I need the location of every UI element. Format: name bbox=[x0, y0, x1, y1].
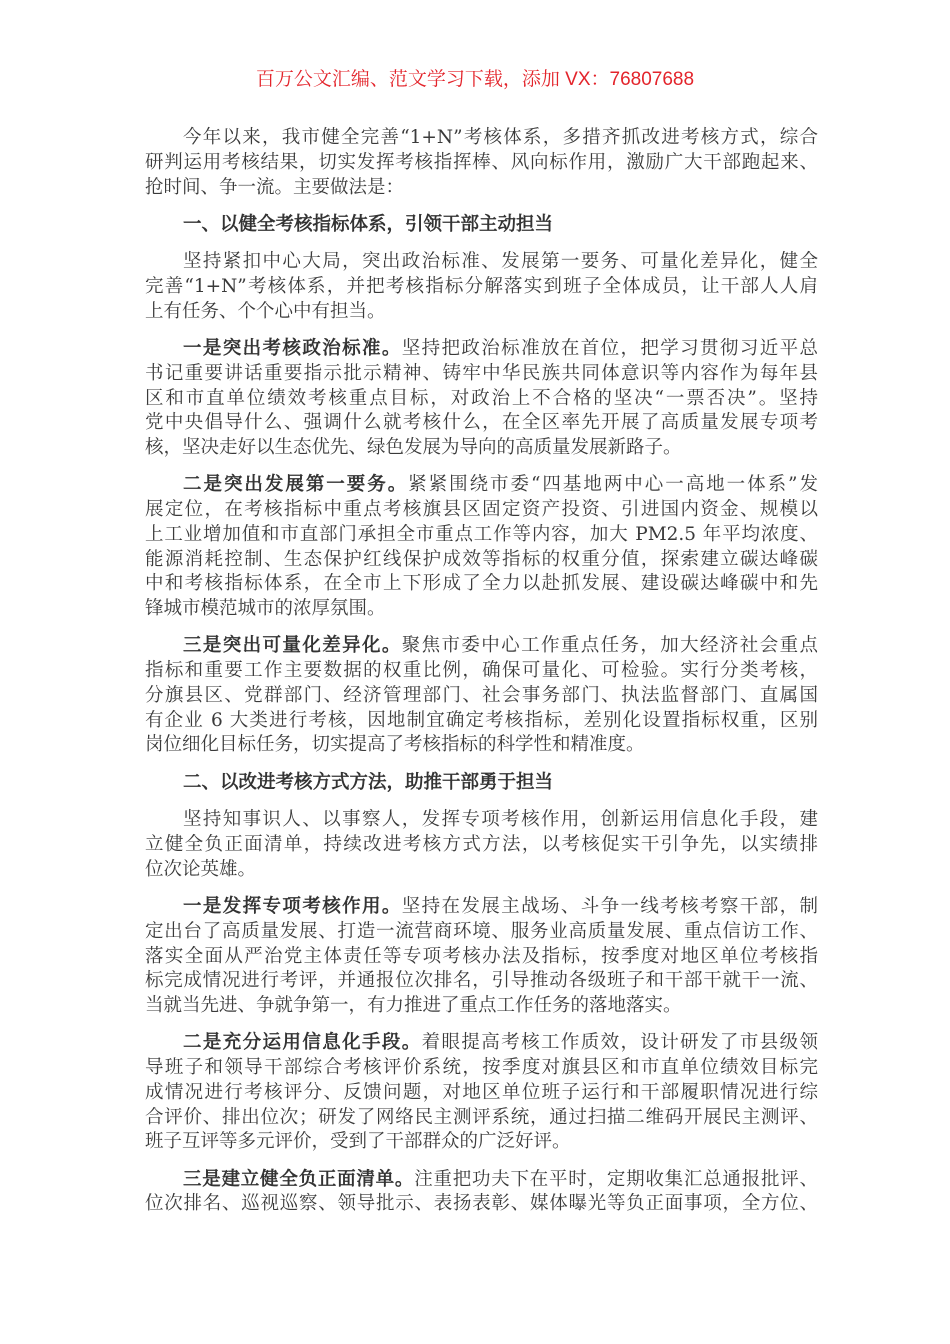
line-text: 区和市直单位绩效考核重点目标，对政治上不合格的坚决“一票否决”。坚持 bbox=[145, 387, 818, 409]
paragraph bbox=[145, 1031, 818, 1155]
text-line bbox=[145, 213, 818, 238]
paragraph bbox=[145, 250, 818, 324]
text-line bbox=[145, 176, 818, 201]
line-text: 立健全负正面清单，持续改进考核方式方法，以考核促实干引争先，以实绩排 bbox=[145, 833, 818, 855]
line-text: 展定位，在考核指标中重点考核旗县区固定资产投资、引进国内资金、规模以 bbox=[145, 499, 818, 521]
line-text: 当就当先进、争就争第一，有力推进了重点工作任务的落地落实。 bbox=[145, 995, 682, 1016]
text-line bbox=[145, 1168, 818, 1193]
text-line bbox=[145, 808, 818, 833]
line-text: 位次排名、巡视巡察、领导批示、表扬表彰、媒体曝光等负正面事项，全方位、 bbox=[145, 1193, 818, 1215]
text-line bbox=[145, 300, 818, 325]
line-text: 锋城市模范城市的浓厚氛围。 bbox=[145, 598, 386, 620]
text-line bbox=[145, 733, 818, 758]
line-text: 合评价、排出位次；研发了网络民主测评系统，通过扫描二维码开展民主测评、 bbox=[145, 1106, 818, 1128]
paragraph bbox=[145, 337, 818, 461]
line-text: 班子互评等多元评价，受到了干部群众的广泛好评。 bbox=[145, 1131, 571, 1153]
text-line bbox=[145, 895, 818, 920]
text-line bbox=[145, 771, 818, 796]
text-line bbox=[145, 1056, 818, 1081]
text-line bbox=[145, 498, 818, 523]
text-line bbox=[145, 969, 818, 994]
paragraph-lead: 一是突出考核政治标准。 bbox=[183, 338, 402, 360]
paragraph bbox=[145, 473, 818, 622]
line-text: 一、以健全考核指标体系，引领干部主动担当 bbox=[183, 213, 554, 235]
line-text: 标完成情况进行考评，并通报位次排名，引导推动各级班子和干部干就干一流、 bbox=[145, 970, 818, 992]
line-text: 导班子和领导干部综合考核评价系统，按季度对旗县区和市直单位绩效目标完 bbox=[145, 1057, 818, 1079]
text-line bbox=[145, 634, 818, 659]
line-text: 注重把功夫下在平时，定期收集汇总通报批评、 bbox=[414, 1168, 818, 1190]
download-banner: 百万公文汇编、范文学习下载，添加 VX：76807688 bbox=[255, 69, 695, 90]
line-text: 今年以来，我市健全完善“1+N”考核体系，多措齐抓改进考核方式，综合 bbox=[183, 127, 818, 148]
text-line bbox=[145, 920, 818, 945]
text-line bbox=[145, 411, 818, 436]
text-line bbox=[145, 473, 818, 498]
paragraph-lead: 三是突出可量化差异化。 bbox=[183, 635, 402, 657]
paragraph-lead: 二是充分运用信息化手段。 bbox=[183, 1032, 422, 1054]
text-line bbox=[145, 858, 818, 883]
text-line bbox=[145, 684, 818, 709]
text-line bbox=[145, 337, 818, 362]
line-text: 坚持紧扣中心大局，突出政治标准、发展第一要务、可量化差异化，健全 bbox=[183, 251, 818, 273]
text-line bbox=[145, 833, 818, 858]
paragraph bbox=[145, 895, 818, 1019]
line-text: 上有任务、个个心中有担当。 bbox=[145, 300, 386, 322]
line-text: 研判运用考核结果，切实发挥考核指挥棒、风向标作用，激励广大干部跑起来、 bbox=[145, 151, 818, 173]
text-line bbox=[145, 572, 818, 597]
text-line bbox=[145, 709, 818, 734]
line-text: 中和考核指标体系，在全市上下形成了全力以赴抓发展、建设碳达峰碳中和先 bbox=[145, 573, 818, 595]
text-line bbox=[145, 1192, 818, 1217]
paragraph-lead: 二是突出发展第一要务。 bbox=[183, 474, 409, 496]
section-heading bbox=[145, 213, 818, 238]
line-text: 指标和重要工作主要数据的权重比例，确保可量化、可检验。实行分类考核， bbox=[145, 660, 818, 682]
text-line bbox=[145, 994, 818, 1019]
text-line bbox=[145, 436, 818, 461]
line-text: 位次论英雄。 bbox=[145, 858, 257, 880]
text-line bbox=[145, 1106, 818, 1131]
text-line bbox=[145, 1081, 818, 1106]
line-text: 成情况进行考核评分、反馈问题，对地区单位班子运行和干部履职情况进行综 bbox=[145, 1081, 818, 1103]
text-line bbox=[145, 548, 818, 573]
line-text: 聚焦市委中心工作重点任务，加大经济社会重点 bbox=[401, 635, 818, 657]
line-text: 二、以改进考核方式方法，助推干部勇于担当 bbox=[183, 771, 554, 793]
text-line bbox=[145, 151, 818, 176]
text-line bbox=[145, 659, 818, 684]
text-line bbox=[145, 362, 818, 387]
line-text: 坚持知事识人、以事察人，发挥专项考核作用，创新运用信息化手段，建 bbox=[183, 809, 818, 831]
section-heading bbox=[145, 771, 818, 796]
line-text: 有企业 6 大类进行考核，因地制宜确定考核指标，差别化设置指标权重，区别 bbox=[145, 709, 818, 731]
line-text: 落实全面从严治党主体责任等专项考核办法及指标，按季度对地区单位考核指 bbox=[145, 945, 818, 967]
paragraph bbox=[145, 1168, 818, 1218]
line-text: 紧紧围绕市委“四基地两中心一高地一体系”发 bbox=[408, 474, 818, 496]
text-line bbox=[145, 250, 818, 275]
line-text: 坚持在发展主战场、斗争一线考核考察干部，制 bbox=[401, 896, 818, 917]
line-text: 抢时间、争一流。主要做法是： bbox=[145, 176, 405, 198]
paragraph bbox=[145, 808, 818, 882]
text-line bbox=[145, 523, 818, 548]
line-text: 着眼提高考核工作质效，设计研发了市县级领 bbox=[421, 1032, 818, 1054]
line-text: 书记重要讲话重要指示批示精神、铸牢中华民族共同体意识等内容作为每年县 bbox=[145, 362, 818, 384]
line-text: 分旗县区、党群部门、经济管理部门、社会事务部门、执法监督部门、直属国 bbox=[145, 684, 818, 706]
line-text: 坚持把政治标准放在首位，把学习贯彻习近平总 bbox=[401, 338, 818, 360]
line-text: 能源消耗控制、生态保护红线保护成效等指标的权重分值，探索建立碳达峰碳 bbox=[145, 548, 818, 570]
text-line bbox=[145, 126, 818, 151]
text-line bbox=[145, 275, 818, 300]
document-body bbox=[145, 126, 818, 1230]
line-text: 岗位细化目标任务，切实提高了考核指标的科学性和精准度。 bbox=[145, 734, 645, 756]
line-text: 上工业增加值和市直部门承担全市重点工作等内容，加大 PM2.5 年平均浓度、 bbox=[145, 523, 818, 545]
text-line bbox=[145, 1031, 818, 1056]
text-line bbox=[145, 1130, 818, 1155]
paragraph bbox=[145, 126, 818, 200]
text-line bbox=[145, 387, 818, 412]
line-text: 党中央倡导什么、强调什么就考核什么，在全区率先开展了高质量发展专项考 bbox=[145, 412, 818, 434]
paragraph-lead: 三是建立健全负正面清单。 bbox=[183, 1168, 415, 1190]
text-line bbox=[145, 597, 818, 622]
line-text: 核，坚决走好以生态优先、绿色发展为导向的高质量发展新路子。 bbox=[145, 437, 682, 459]
paragraph-lead: 一是发挥专项考核作用。 bbox=[183, 896, 402, 917]
line-text: 完善“1+N”考核体系，并把考核指标分解落实到班子全体成员，让干部人人肩 bbox=[145, 275, 818, 297]
text-line bbox=[145, 945, 818, 970]
paragraph bbox=[145, 634, 818, 758]
line-text: 定出台了高质量发展、打造一流营商环境、服务业高质量发展、重点信访工作、 bbox=[145, 920, 818, 942]
